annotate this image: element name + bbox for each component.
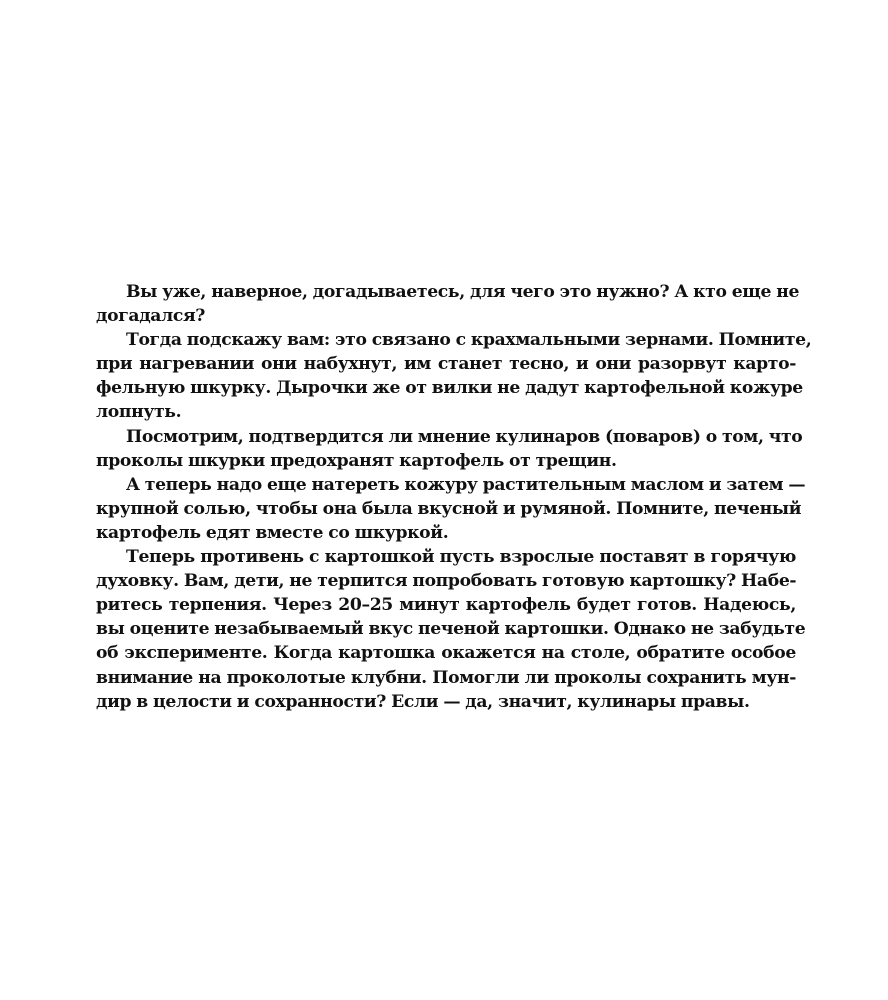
text-line: крупной солью, чтобы она была вкусной и румяной. Помните, печеный (96, 498, 802, 519)
text-line: внимание на проколотые клубни. Помогли ли проколы сохранить мун- (96, 667, 796, 688)
text-line: проколы шкурки предохранят картофель от трещин. (96, 450, 617, 471)
text-line: фельную шкурку. Дырочки же от вилки не дадут картофельной кожуре (96, 378, 803, 399)
text-line: при нагревании они набухнут, им станет тесно, и они разорвут карто- (96, 354, 796, 375)
text-line: картофель едят вместе со шкуркой. (96, 522, 449, 543)
text-line: Теперь противень с картошкой пусть взрослые поставят в горячую (126, 547, 796, 568)
text-line: Тогда подскажу вам: это связано с крахмальными зернами. Помните, (126, 330, 812, 351)
paragraph-1 (96, 280, 800, 328)
paragraph-5 (96, 545, 806, 714)
text-line: Вы уже, наверное, догадываетесь, для чего это нужно? А кто еще не (126, 282, 800, 302)
text-line: Посмотрим, подтвердится ли мнение кулинаров (поваров) о том, что (126, 426, 803, 447)
document-body (96, 280, 812, 714)
text-line: догадался? (96, 306, 206, 327)
text-line: об эксперименте. Когда картошка окажется на столе, обратите особое (96, 643, 796, 664)
text-line: вы оцените незабываемый вкус печеной картошки. Однако не забудьте (96, 619, 806, 640)
text-line: лопнуть. (96, 402, 182, 423)
text-line: духовку. Вам, дети, не терпится попробовать готовую картошку? Набе- (96, 571, 797, 592)
paragraph-2 (96, 328, 812, 424)
paragraph-4 (96, 473, 806, 545)
paragraph-3 (96, 425, 803, 473)
text-line: ритесь терпения. Через 20–25 минут картофель будет готов. Надеюсь, (96, 595, 796, 616)
text-line: А теперь надо еще натереть кожуру растительным маслом и затем — (126, 474, 806, 495)
text-line: дир в целости и сохранности? Если — да, значит, кулинары правы. (96, 691, 750, 712)
